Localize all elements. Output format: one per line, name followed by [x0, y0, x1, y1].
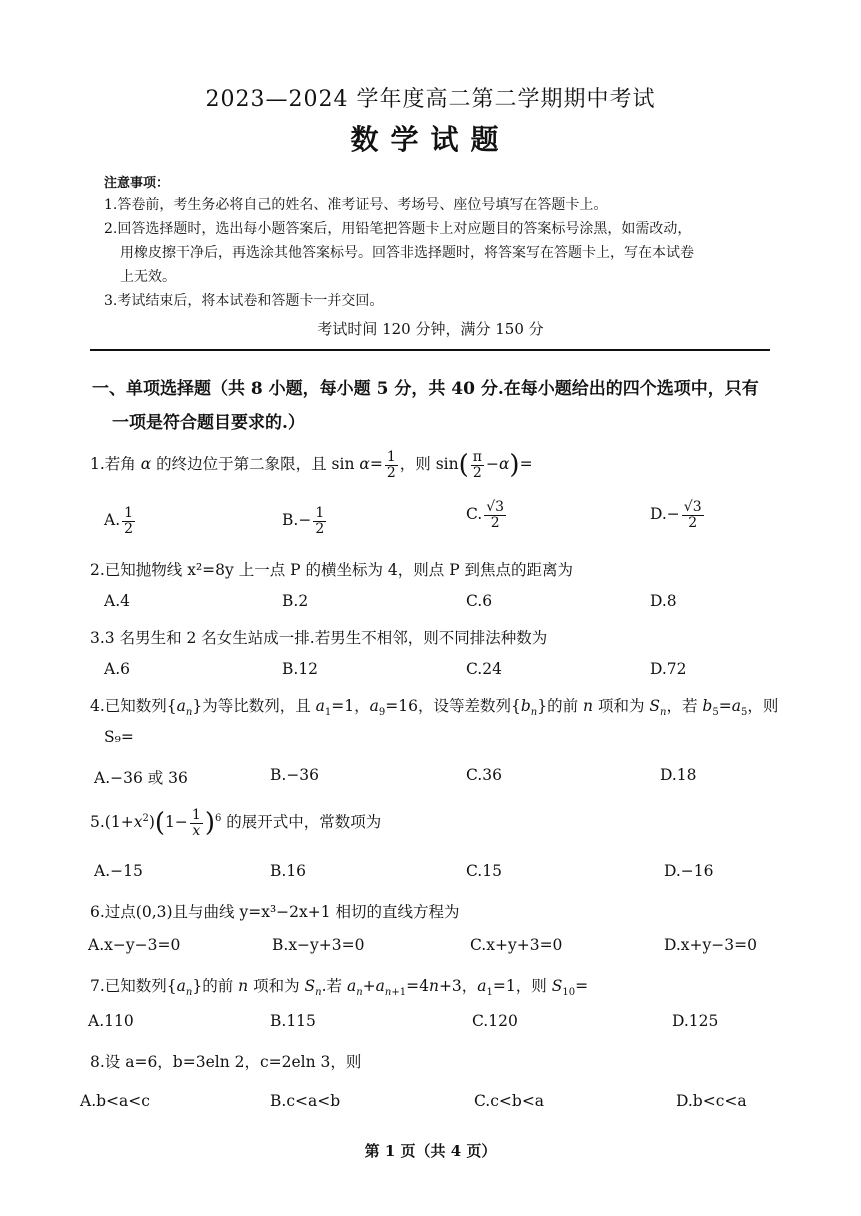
q4-option-a: A.−36 或 36	[94, 769, 188, 787]
q1-option-a: A. $\frac{1}{2}$	[104, 505, 134, 537]
q8-option-a: A.b<a<c	[80, 1092, 150, 1110]
q4-option-b: B.−36	[270, 766, 320, 784]
exam-info: 考试时间 120 分钟，满分 150 分	[317, 320, 544, 338]
q5-option-a: A.−15	[94, 862, 143, 880]
q7-option-b: B.115	[270, 1012, 316, 1030]
q5-option-c: C.15	[466, 862, 502, 880]
q4-option-c: C.36	[466, 766, 502, 784]
q3-option-b: B.12	[282, 660, 319, 678]
q1-option-d: D.− $\frac{√3}{2}$	[650, 499, 702, 531]
q6-option-b: B.x−y+3=0	[272, 936, 365, 954]
question-4-cont: S₉=	[104, 728, 134, 746]
q2-option-d: D.8	[650, 592, 677, 610]
q8-option-d: D.b<c<a	[676, 1092, 747, 1110]
subject-title: 数学试题	[350, 123, 511, 156]
q6-option-d: D.x+y−3=0	[664, 936, 757, 954]
notice-heading: 注意事项：	[104, 176, 170, 191]
q7-option-a: A.110	[88, 1012, 134, 1030]
q6-option-a: A.x−y−3=0	[88, 936, 181, 954]
question-8: 8.设 a=6，b=3eln 2，c=2eln 3，则	[90, 1053, 362, 1071]
notice-item-3: 3.考试结束后，将本试卷和答题卡一并交回。	[104, 293, 384, 309]
q3-option-c: C.24	[466, 660, 502, 678]
q1-option-c: C. $\frac{√3}{2}$	[466, 499, 505, 531]
q7-option-c: C.120	[472, 1012, 518, 1030]
notice-item-2: 2.回答选择题时，选出每小题答案后，用铅笔把答题卡上对应题目的答案标号涂黑，如需改动，	[104, 221, 692, 237]
q3-option-d: D.72	[650, 660, 687, 678]
page-footer: 第 1 页（共 4 页）	[364, 1142, 497, 1160]
q2-option-b: B.2	[282, 592, 309, 610]
q6-option-c: C.x+y+3=0	[470, 936, 563, 954]
notice-item-1: 1.答卷前，考生务必将自己的姓名、准考证号、考场号、座位号填写在答题卡上。	[104, 197, 608, 213]
question-5: $5.(1+x^2)(1-$ $\frac{1}{x}$ )$^6$ 的展开式中，常数项为	[90, 807, 382, 839]
notice-item-2-end: 上无效。	[120, 269, 176, 285]
question-6: 6.过点(0,3)且与曲线 y=x³−2x+1 相切的直线方程为	[90, 903, 460, 921]
notice-item-2-cont: 用橡皮擦干净后，再选涂其他答案标号。回答非选择题时，将答案写在答题卡上，写在本试卷	[120, 245, 694, 261]
q8-option-b: B.c<a<b	[270, 1092, 341, 1110]
exam-title: 2023—2024 学年度高二第二学期期中考试	[205, 87, 656, 112]
section-heading: 一、单项选择题（共 8 小题，每小题 5 分，共 40 分.在每小题给出的四个选项中，只有	[92, 379, 759, 399]
section-heading-cont: 一项是符合题目要求的.）	[112, 413, 305, 433]
q2-option-a: A.4	[104, 592, 130, 610]
divider	[90, 349, 770, 351]
q8-option-c: C.c<b<a	[474, 1092, 545, 1110]
q5-option-d: D.−16	[664, 862, 714, 880]
question-4: 4.已知数列$\{a_n\}$为等比数列，且 $a_1=1$，$a_9=16$，设等差数列$\{b_n\}$的前 n 项和为 $S_n$，若 $b_5=a_5$，则	[90, 697, 779, 719]
q1-option-b: B.− $\frac{1}{2}$	[282, 505, 325, 537]
q4-option-d: D.18	[660, 766, 697, 784]
q3-option-a: A.6	[104, 660, 130, 678]
q2-option-c: C.6	[466, 592, 493, 610]
q5-option-b: B.16	[270, 862, 307, 880]
question-2: 2.已知抛物线 x²=8y 上一点 P 的横坐标为 4，则点 P 到焦点的距离为	[90, 561, 574, 579]
question-3: 3.3 名男生和 2 名女生站成一排.若男生不相邻，则不同排法种数为	[90, 629, 548, 647]
q7-option-d: D.125	[672, 1012, 719, 1030]
question-7: 7.已知数列$\{a_n\}$的前 n 项和为 $S_n$.若 $a_n+a_{n+1}=4n+3$，$a_1=1$，则 $S_{10}=$	[90, 977, 589, 999]
question-1: 1.若角 α 的终边位于第二象限，且 sin α= $\frac{1}{2}$ ，则 sin( $\frac{\pi}{2}$ −α)=	[90, 449, 533, 481]
